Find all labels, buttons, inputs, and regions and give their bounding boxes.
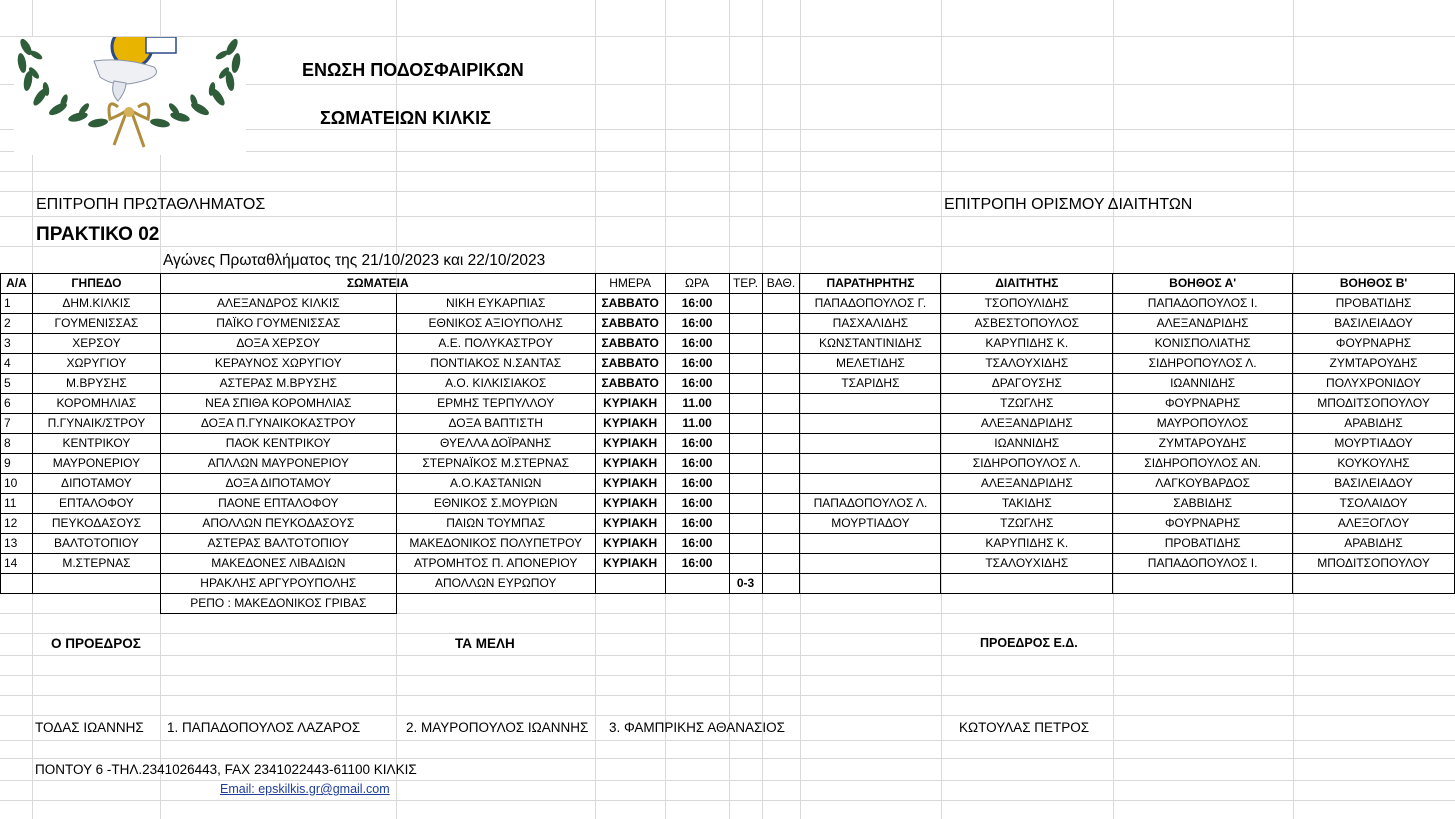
table-row bbox=[1, 374, 1455, 394]
cell-row-number: 11 bbox=[1, 494, 33, 514]
cell-time: 16:00 bbox=[665, 454, 729, 474]
extra-home-club: ΗΡΑΚΛΗΣ ΑΡΓΥΡΟΥΠΟΛΗΣ bbox=[160, 574, 396, 594]
cell-away-club: Α.Ο.ΚΑΣΤΑΝΙΩΝ bbox=[396, 474, 595, 494]
empty-cell bbox=[1113, 594, 1293, 614]
empty-cell bbox=[762, 574, 800, 594]
cell-time: 16:00 bbox=[665, 534, 729, 554]
cell-row-number: 7 bbox=[1, 414, 33, 434]
cell-assistant-a: ΑΛΕΞΑΝΔΡΙΔΗΣ bbox=[1113, 314, 1293, 334]
table-row bbox=[1, 474, 1455, 494]
cell-stadium: Π.ΓΥΝΑΙΚ/ΣΤΡΟΥ bbox=[32, 414, 160, 434]
cell-grade bbox=[762, 294, 800, 314]
cell-away-club: ΔΟΞΑ ΒΑΠΤΙΣΤΗ bbox=[396, 414, 595, 434]
cell-day: ΚΥΡΙΑΚΗ bbox=[595, 414, 665, 434]
cell-score bbox=[729, 494, 762, 514]
empty-cell bbox=[665, 594, 729, 614]
cell-referee: ΑΛΕΞΑΝΔΡΙΔΗΣ bbox=[941, 474, 1113, 494]
members-label: ΤΑ ΜΕΛΗ bbox=[455, 636, 515, 651]
games-dates: Αγώνες Πρωταθλήματος της 21/10/2023 και 22/10/2023 bbox=[163, 252, 546, 269]
empty-cell bbox=[32, 594, 160, 614]
cell-row-number: 1 bbox=[1, 294, 33, 314]
empty-cell bbox=[729, 594, 762, 614]
cell-stadium: ΧΩΡΥΓΙΟΥ bbox=[32, 354, 160, 374]
table-row bbox=[1, 494, 1455, 514]
table-row bbox=[1, 514, 1455, 534]
cell-away-club: ΠΟΝΤΙΑΚΟΣ Ν.ΣΑΝΤΑΣ bbox=[396, 354, 595, 374]
cell-score bbox=[729, 414, 762, 434]
cell-row-number: 10 bbox=[1, 474, 33, 494]
cell-stadium: ΠΕΥΚΟΔΑΣΟΥΣ bbox=[32, 514, 160, 534]
cell-observer bbox=[800, 414, 941, 434]
cell-assistant-a: ΖΥΜΤΑΡΟΥΔΗΣ bbox=[1113, 434, 1293, 454]
cell-grade bbox=[762, 314, 800, 334]
cell-day: ΚΥΡΙΑΚΗ bbox=[595, 494, 665, 514]
cell-home-club: ΠΑΟΚ ΚΕΝΤΡΙΚΟΥ bbox=[160, 434, 396, 454]
table-row bbox=[1, 314, 1455, 334]
cell-grade bbox=[762, 374, 800, 394]
cell-referee: ΤΖΩΓΛΗΣ bbox=[941, 394, 1113, 414]
cell-score bbox=[729, 514, 762, 534]
cell-row-number: 4 bbox=[1, 354, 33, 374]
cell-stadium: Μ.ΣΤΕΡΝΑΣ bbox=[32, 554, 160, 574]
president-label: Ο ΠΡΟΕΔΡΟΣ bbox=[51, 636, 141, 651]
cell-observer: ΠΑΣΧΑΛΙΔΗΣ bbox=[800, 314, 941, 334]
cell-assistant-b: ΜΠΟΔΙΤΣΟΠΟΥΛΟΥ bbox=[1293, 394, 1455, 414]
cell-stadium: ΧΕΡΣΟΥ bbox=[32, 334, 160, 354]
repo-row bbox=[1, 594, 1455, 614]
union-title-line1: ΕΝΩΣΗ ΠΟΔΟΣΦΑΙΡΙΚΩΝ bbox=[302, 60, 524, 80]
cell-score bbox=[729, 474, 762, 494]
cell-day: ΣΑΒΒΑΤΟ bbox=[595, 294, 665, 314]
cell-grade bbox=[762, 394, 800, 414]
cell-time: 16:00 bbox=[665, 334, 729, 354]
empty-cell bbox=[1, 574, 33, 594]
cell-row-number: 12 bbox=[1, 514, 33, 534]
cell-assistant-b: ΜΟΥΡΤΙΑΔΟΥ bbox=[1293, 434, 1455, 454]
referee-president-label: ΠΡΟΕΔΡΟΣ Ε.Δ. bbox=[980, 636, 1078, 650]
table-row bbox=[1, 354, 1455, 374]
cell-score bbox=[729, 534, 762, 554]
cell-grade bbox=[762, 494, 800, 514]
member-2: 2. ΜΑΥΡΟΠΟΥΛΟΣ ΙΩΑΝΝΗΣ bbox=[406, 720, 589, 735]
cell-stadium: ΔΗΜ.ΚΙΛΚΙΣ bbox=[32, 294, 160, 314]
cell-away-club: ΣΤΕΡΝΑΪΚΟΣ Μ.ΣΤΕΡΝΑΣ bbox=[396, 454, 595, 474]
cell-home-club: ΑΠΟΛΛΩΝ ΠΕΥΚΟΔΑΣΟΥΣ bbox=[160, 514, 396, 534]
president-name: ΤΟΔΑΣ ΙΩΑΝΝΗΣ bbox=[35, 720, 144, 735]
extra-score: 0-3 bbox=[729, 574, 762, 594]
cell-assistant-b: ΠΟΛΥΧΡΟΝΙΔΟΥ bbox=[1293, 374, 1455, 394]
referee-president-name: ΚΩΤΟΥΛΑΣ ΠΕΤΡΟΣ bbox=[959, 720, 1090, 735]
cell-stadium: Μ.ΒΡΥΣΗΣ bbox=[32, 374, 160, 394]
member-3: 3. ΦΑΜΠΡΙΚΗΣ ΑΘΑΝΑΣΙΟΣ bbox=[609, 720, 785, 735]
cell-referee: ΑΛΕΞΑΝΔΡΙΔΗΣ bbox=[941, 414, 1113, 434]
cell-day: ΚΥΡΙΑΚΗ bbox=[595, 554, 665, 574]
cell-time: 11.00 bbox=[665, 394, 729, 414]
header-assistant-a: ΒΟΗΘΟΣ Α' bbox=[1113, 274, 1293, 294]
cell-away-club: ΘΥΕΛΛΑ ΔΟΪΡΑΝΗΣ bbox=[396, 434, 595, 454]
cell-assistant-a: ΣΙΔΗΡΟΠΟΥΛΟΣ Λ. bbox=[1113, 354, 1293, 374]
cell-assistant-a: ΣΙΔΗΡΟΠΟΥΛΟΣ ΑΝ. bbox=[1113, 454, 1293, 474]
cell-assistant-b: ΖΥΜΤΑΡΟΥΔΗΣ bbox=[1293, 354, 1455, 374]
cell-assistant-b: ΒΑΣΙΛΕΙΑΔΟΥ bbox=[1293, 474, 1455, 494]
table-row bbox=[1, 294, 1455, 314]
table-row bbox=[1, 334, 1455, 354]
cell-time: 16:00 bbox=[665, 434, 729, 454]
header-stadium: ΓΗΠΕΔΟ bbox=[32, 274, 160, 294]
cell-score bbox=[729, 554, 762, 574]
table-row bbox=[1, 554, 1455, 574]
empty-cell bbox=[800, 594, 941, 614]
extra-away-club: ΑΠΟΛΛΩΝ ΕΥΡΩΠΟΥ bbox=[396, 574, 595, 594]
cell-time: 16:00 bbox=[665, 354, 729, 374]
cell-stadium: ΔΙΠΟΤΑΜΟΥ bbox=[32, 474, 160, 494]
cell-day: ΚΥΡΙΑΚΗ bbox=[595, 514, 665, 534]
cell-time: 16:00 bbox=[665, 314, 729, 334]
empty-cell bbox=[762, 594, 800, 614]
header-assistant-b: ΒΟΗΘΟΣ Β' bbox=[1293, 274, 1455, 294]
repo-note: ΡΕΠΟ : ΜΑΚΕΔΟΝΙΚΟΣ ΓΡΙΒΑΣ bbox=[160, 594, 396, 614]
cell-score bbox=[729, 434, 762, 454]
cell-row-number: 6 bbox=[1, 394, 33, 414]
table-row bbox=[1, 434, 1455, 454]
union-logo bbox=[14, 37, 246, 155]
empty-cell bbox=[1113, 574, 1293, 594]
cell-assistant-a: ΠΑΠΑΔΟΠΟΥΛΟΣ Ι. bbox=[1113, 294, 1293, 314]
cell-grade bbox=[762, 514, 800, 534]
cell-score bbox=[729, 394, 762, 414]
cell-day: ΚΥΡΙΑΚΗ bbox=[595, 434, 665, 454]
cell-grade bbox=[762, 554, 800, 574]
cell-day: ΣΑΒΒΑΤΟ bbox=[595, 374, 665, 394]
cell-stadium: ΓΟΥΜΕΝΙΣΣΑΣ bbox=[32, 314, 160, 334]
cell-home-club: ΚΕΡΑΥΝΟΣ ΧΩΡΥΓΙΟΥ bbox=[160, 354, 396, 374]
cell-time: 16:00 bbox=[665, 294, 729, 314]
address-line: ΠΟΝΤΟΥ 6 -ΤΗΛ.2341026443, FAX 2341022443-61100 ΚΙΛΚΙΣ bbox=[35, 762, 417, 777]
cell-day: ΚΥΡΙΑΚΗ bbox=[595, 454, 665, 474]
table-header-row bbox=[1, 274, 1455, 294]
cell-away-club: ΝΙΚΗ ΕΥΚΑΡΠΙΑΣ bbox=[396, 294, 595, 314]
cell-score bbox=[729, 454, 762, 474]
cell-assistant-a: ΙΩΑΝΝΙΔΗΣ bbox=[1113, 374, 1293, 394]
table-row bbox=[1, 454, 1455, 474]
header-aa: Α/Α bbox=[1, 274, 33, 294]
cell-observer bbox=[800, 394, 941, 414]
cell-referee: ΣΙΔΗΡΟΠΟΥΛΟΣ Λ. bbox=[941, 454, 1113, 474]
cell-home-club: ΠΑΪΚΟ ΓΟΥΜΕΝΙΣΣΑΣ bbox=[160, 314, 396, 334]
empty-cell bbox=[396, 594, 595, 614]
cell-score bbox=[729, 294, 762, 314]
cell-row-number: 2 bbox=[1, 314, 33, 334]
cell-assistant-b: ΤΣΟΛΑΙΔΟΥ bbox=[1293, 494, 1455, 514]
cell-away-club: ΑΤΡΟΜΗΤΟΣ Π. ΑΠΟΝΕΡΙΟΥ bbox=[396, 554, 595, 574]
cell-away-club: ΕΘΝΙΚΟΣ ΑΞΙΟΥΠΟΛΗΣ bbox=[396, 314, 595, 334]
cell-score bbox=[729, 314, 762, 334]
cell-observer: ΜΟΥΡΤΙΑΔΟΥ bbox=[800, 514, 941, 534]
cell-grade bbox=[762, 474, 800, 494]
cell-row-number: 5 bbox=[1, 374, 33, 394]
referee-committee: ΕΠΙΤΡΟΠΗ ΟΡΙΣΜΟΥ ΔΙΑΙΤΗΤΩΝ bbox=[944, 196, 1193, 213]
empty-cell bbox=[665, 574, 729, 594]
email-link[interactable]: Email: epskilkis.gr@gmail.com bbox=[220, 782, 390, 796]
cell-row-number: 9 bbox=[1, 454, 33, 474]
cell-assistant-b: ΠΡΟΒΑΤΙΔΗΣ bbox=[1293, 294, 1455, 314]
cell-away-club: Α.Ο. ΚΙΛΚΙΣΙΑΚΟΣ bbox=[396, 374, 595, 394]
cell-assistant-b: ΑΡΑΒΙΔΗΣ bbox=[1293, 534, 1455, 554]
cell-time: 16:00 bbox=[665, 474, 729, 494]
empty-cell bbox=[800, 574, 941, 594]
cell-referee: ΔΡΑΓΟΥΣΗΣ bbox=[941, 374, 1113, 394]
cell-score bbox=[729, 374, 762, 394]
cell-referee: ΑΣΒΕΣΤΟΠΟΥΛΟΣ bbox=[941, 314, 1113, 334]
cell-referee: ΤΣΟΠΟΥΛΙΔΗΣ bbox=[941, 294, 1113, 314]
empty-cell bbox=[941, 594, 1113, 614]
cell-grade bbox=[762, 414, 800, 434]
cell-assistant-b: ΚΟΥΚΟΥΛΗΣ bbox=[1293, 454, 1455, 474]
cell-time: 16:00 bbox=[665, 494, 729, 514]
cell-assistant-a: ΠΑΠΑΔΟΠΟΥΛΟΣ Ι. bbox=[1113, 554, 1293, 574]
cell-observer: ΤΣΑΡΙΔΗΣ bbox=[800, 374, 941, 394]
cell-away-club: Α.Ε. ΠΟΛΥΚΑΣΤΡΟΥ bbox=[396, 334, 595, 354]
cell-assistant-a: ΛΑΓΚΟΥΒΑΡΔΟΣ bbox=[1113, 474, 1293, 494]
cell-assistant-a: ΜΑΥΡΟΠΟΥΛΟΣ bbox=[1113, 414, 1293, 434]
extra-match-row bbox=[1, 574, 1455, 594]
cell-grade bbox=[762, 534, 800, 554]
cell-referee: ΤΑΚΙΔΗΣ bbox=[941, 494, 1113, 514]
header-grade: ΒΑΘ. bbox=[762, 274, 800, 294]
cell-assistant-b: ΒΑΣΙΛΕΙΑΔΟΥ bbox=[1293, 314, 1455, 334]
cell-row-number: 8 bbox=[1, 434, 33, 454]
cell-home-club: ΑΛΕΞΑΝΔΡΟΣ ΚΙΛΚΙΣ bbox=[160, 294, 396, 314]
cell-away-club: ΜΑΚΕΔΟΝΙΚΟΣ ΠΟΛΥΠΕΤΡΟΥ bbox=[396, 534, 595, 554]
empty-cell bbox=[1293, 574, 1455, 594]
union-title-line2: ΣΩΜΑΤΕΙΩΝ ΚΙΛΚΙΣ bbox=[320, 108, 491, 128]
cell-grade bbox=[762, 334, 800, 354]
cell-row-number: 14 bbox=[1, 554, 33, 574]
schedule-table bbox=[0, 273, 1455, 614]
cell-stadium: ΚΟΡΟΜΗΛΙΑΣ bbox=[32, 394, 160, 414]
cell-observer bbox=[800, 474, 941, 494]
cell-home-club: ΜΑΚΕΔΟΝΕΣ ΛΙΒΑΔΙΩΝ bbox=[160, 554, 396, 574]
cell-home-club: ΑΣΤΕΡΑΣ ΒΑΛΤΟΤΟΠΙΟΥ bbox=[160, 534, 396, 554]
cell-observer bbox=[800, 454, 941, 474]
cell-away-club: ΕΡΜΗΣ ΤΕΡΠΥΛΛΟΥ bbox=[396, 394, 595, 414]
header-score: ΤΕΡ. bbox=[729, 274, 762, 294]
header-referee: ΔΙΑΙΤΗΤΗΣ bbox=[941, 274, 1113, 294]
cell-away-club: ΠΑΙΩΝ ΤΟΥΜΠΑΣ bbox=[396, 514, 595, 534]
empty-cell bbox=[1, 594, 33, 614]
cell-referee: ΙΩΑΝΝΙΔΗΣ bbox=[941, 434, 1113, 454]
cell-observer: ΠΑΠΑΔΟΠΟΥΛΟΣ Λ. bbox=[800, 494, 941, 514]
header-observer: ΠΑΡΑΤΗΡΗΤΗΣ bbox=[800, 274, 941, 294]
cell-day: ΚΥΡΙΑΚΗ bbox=[595, 394, 665, 414]
header-clubs: ΣΩΜΑΤΕΙΑ bbox=[160, 274, 595, 294]
empty-cell bbox=[1293, 594, 1455, 614]
empty-cell bbox=[941, 574, 1113, 594]
cell-day: ΣΑΒΒΑΤΟ bbox=[595, 354, 665, 374]
table-row bbox=[1, 394, 1455, 414]
cell-day: ΣΑΒΒΑΤΟ bbox=[595, 314, 665, 334]
empty-cell bbox=[595, 574, 665, 594]
cell-referee: ΤΣΑΛΟΥΧΙΔΗΣ bbox=[941, 554, 1113, 574]
cell-time: 16:00 bbox=[665, 554, 729, 574]
cell-referee: ΤΣΑΛΟΥΧΙΔΗΣ bbox=[941, 354, 1113, 374]
cell-stadium: ΜΑΥΡΟΝΕΡΙΟΥ bbox=[32, 454, 160, 474]
cell-assistant-b: ΑΛΕΞΟΓΛΟΥ bbox=[1293, 514, 1455, 534]
cell-day: ΚΥΡΙΑΚΗ bbox=[595, 534, 665, 554]
cell-home-club: ΔΟΞΑ ΔΙΠΟΤΑΜΟΥ bbox=[160, 474, 396, 494]
cell-day: ΚΥΡΙΑΚΗ bbox=[595, 474, 665, 494]
cell-assistant-a: ΚΟΝΙΣΠΟΛΙΑΤΗΣ bbox=[1113, 334, 1293, 354]
cell-score bbox=[729, 334, 762, 354]
cell-home-club: ΔΟΞΑ ΧΕΡΣΟΥ bbox=[160, 334, 396, 354]
cell-assistant-b: ΜΠΟΔΙΤΣΟΠΟΥΛΟΥ bbox=[1293, 554, 1455, 574]
cell-assistant-a: ΦΟΥΡΝΑΡΗΣ bbox=[1113, 514, 1293, 534]
cell-home-club: ΑΣΤΕΡΑΣ Μ.ΒΡΥΣΗΣ bbox=[160, 374, 396, 394]
cell-referee: ΚΑΡΥΠΙΔΗΣ Κ. bbox=[941, 334, 1113, 354]
cell-row-number: 13 bbox=[1, 534, 33, 554]
cell-observer bbox=[800, 534, 941, 554]
cell-grade bbox=[762, 354, 800, 374]
cell-referee: ΤΖΩΓΛΗΣ bbox=[941, 514, 1113, 534]
cell-assistant-a: ΠΡΟΒΑΤΙΔΗΣ bbox=[1113, 534, 1293, 554]
cell-assistant-a: ΦΟΥΡΝΑΡΗΣ bbox=[1113, 394, 1293, 414]
header-time: ΩΡΑ bbox=[665, 274, 729, 294]
cell-stadium: ΚΕΝΤΡΙΚΟΥ bbox=[32, 434, 160, 454]
cell-referee: ΚΑΡΥΠΙΔΗΣ Κ. bbox=[941, 534, 1113, 554]
cell-time: 16:00 bbox=[665, 514, 729, 534]
cell-home-club: ΔΟΞΑ Π.ΓΥΝΑΙΚΟΚΑΣΤΡΟΥ bbox=[160, 414, 396, 434]
table-row bbox=[1, 414, 1455, 434]
cell-day: ΣΑΒΒΑΤΟ bbox=[595, 334, 665, 354]
cell-stadium: ΒΑΛΤΟΤΟΠΙΟΥ bbox=[32, 534, 160, 554]
cell-observer: ΠΑΠΑΔΟΠΟΥΛΟΣ Γ. bbox=[800, 294, 941, 314]
cell-observer bbox=[800, 434, 941, 454]
table-row bbox=[1, 534, 1455, 554]
cell-observer: ΜΕΛΕΤΙΔΗΣ bbox=[800, 354, 941, 374]
cell-observer bbox=[800, 554, 941, 574]
cell-assistant-a: ΣΑΒΒΙΔΗΣ bbox=[1113, 494, 1293, 514]
praktiko-title: ΠΡΑΚΤΙΚΟ 02 bbox=[36, 224, 160, 245]
cell-time: 11.00 bbox=[665, 414, 729, 434]
cell-assistant-b: ΦΟΥΡΝΑΡΗΣ bbox=[1293, 334, 1455, 354]
cell-grade bbox=[762, 434, 800, 454]
cell-stadium: ΕΠΤΑΛΟΦΟΥ bbox=[32, 494, 160, 514]
cell-time: 16:00 bbox=[665, 374, 729, 394]
header-day: ΗΜΕΡΑ bbox=[595, 274, 665, 294]
cell-grade bbox=[762, 454, 800, 474]
member-1: 1. ΠΑΠΑΔΟΠΟΥΛΟΣ ΛΑΖΑΡΟΣ bbox=[167, 720, 361, 735]
cell-assistant-b: ΑΡΑΒΙΔΗΣ bbox=[1293, 414, 1455, 434]
empty-cell bbox=[595, 594, 665, 614]
cell-observer: ΚΩΝΣΤΑΝΤΙΝΙΔΗΣ bbox=[800, 334, 941, 354]
cell-score bbox=[729, 354, 762, 374]
cell-away-club: ΕΘΝΙΚΟΣ Σ.ΜΟΥΡΙΩΝ bbox=[396, 494, 595, 514]
championship-committee: ΕΠΙΤΡΟΠΗ ΠΡΩΤΑΘΛΗΜΑΤΟΣ bbox=[36, 196, 266, 213]
empty-cell bbox=[32, 574, 160, 594]
cell-home-club: ΑΠΛΛΩΝ ΜΑΥΡΟΝΕΡΙΟΥ bbox=[160, 454, 396, 474]
cell-row-number: 3 bbox=[1, 334, 33, 354]
cell-home-club: ΝΕΑ ΣΠΙΘΑ ΚΟΡΟΜΗΛΙΑΣ bbox=[160, 394, 396, 414]
cell-home-club: ΠΑΟΝΕ ΕΠΤΑΛΟΦΟΥ bbox=[160, 494, 396, 514]
